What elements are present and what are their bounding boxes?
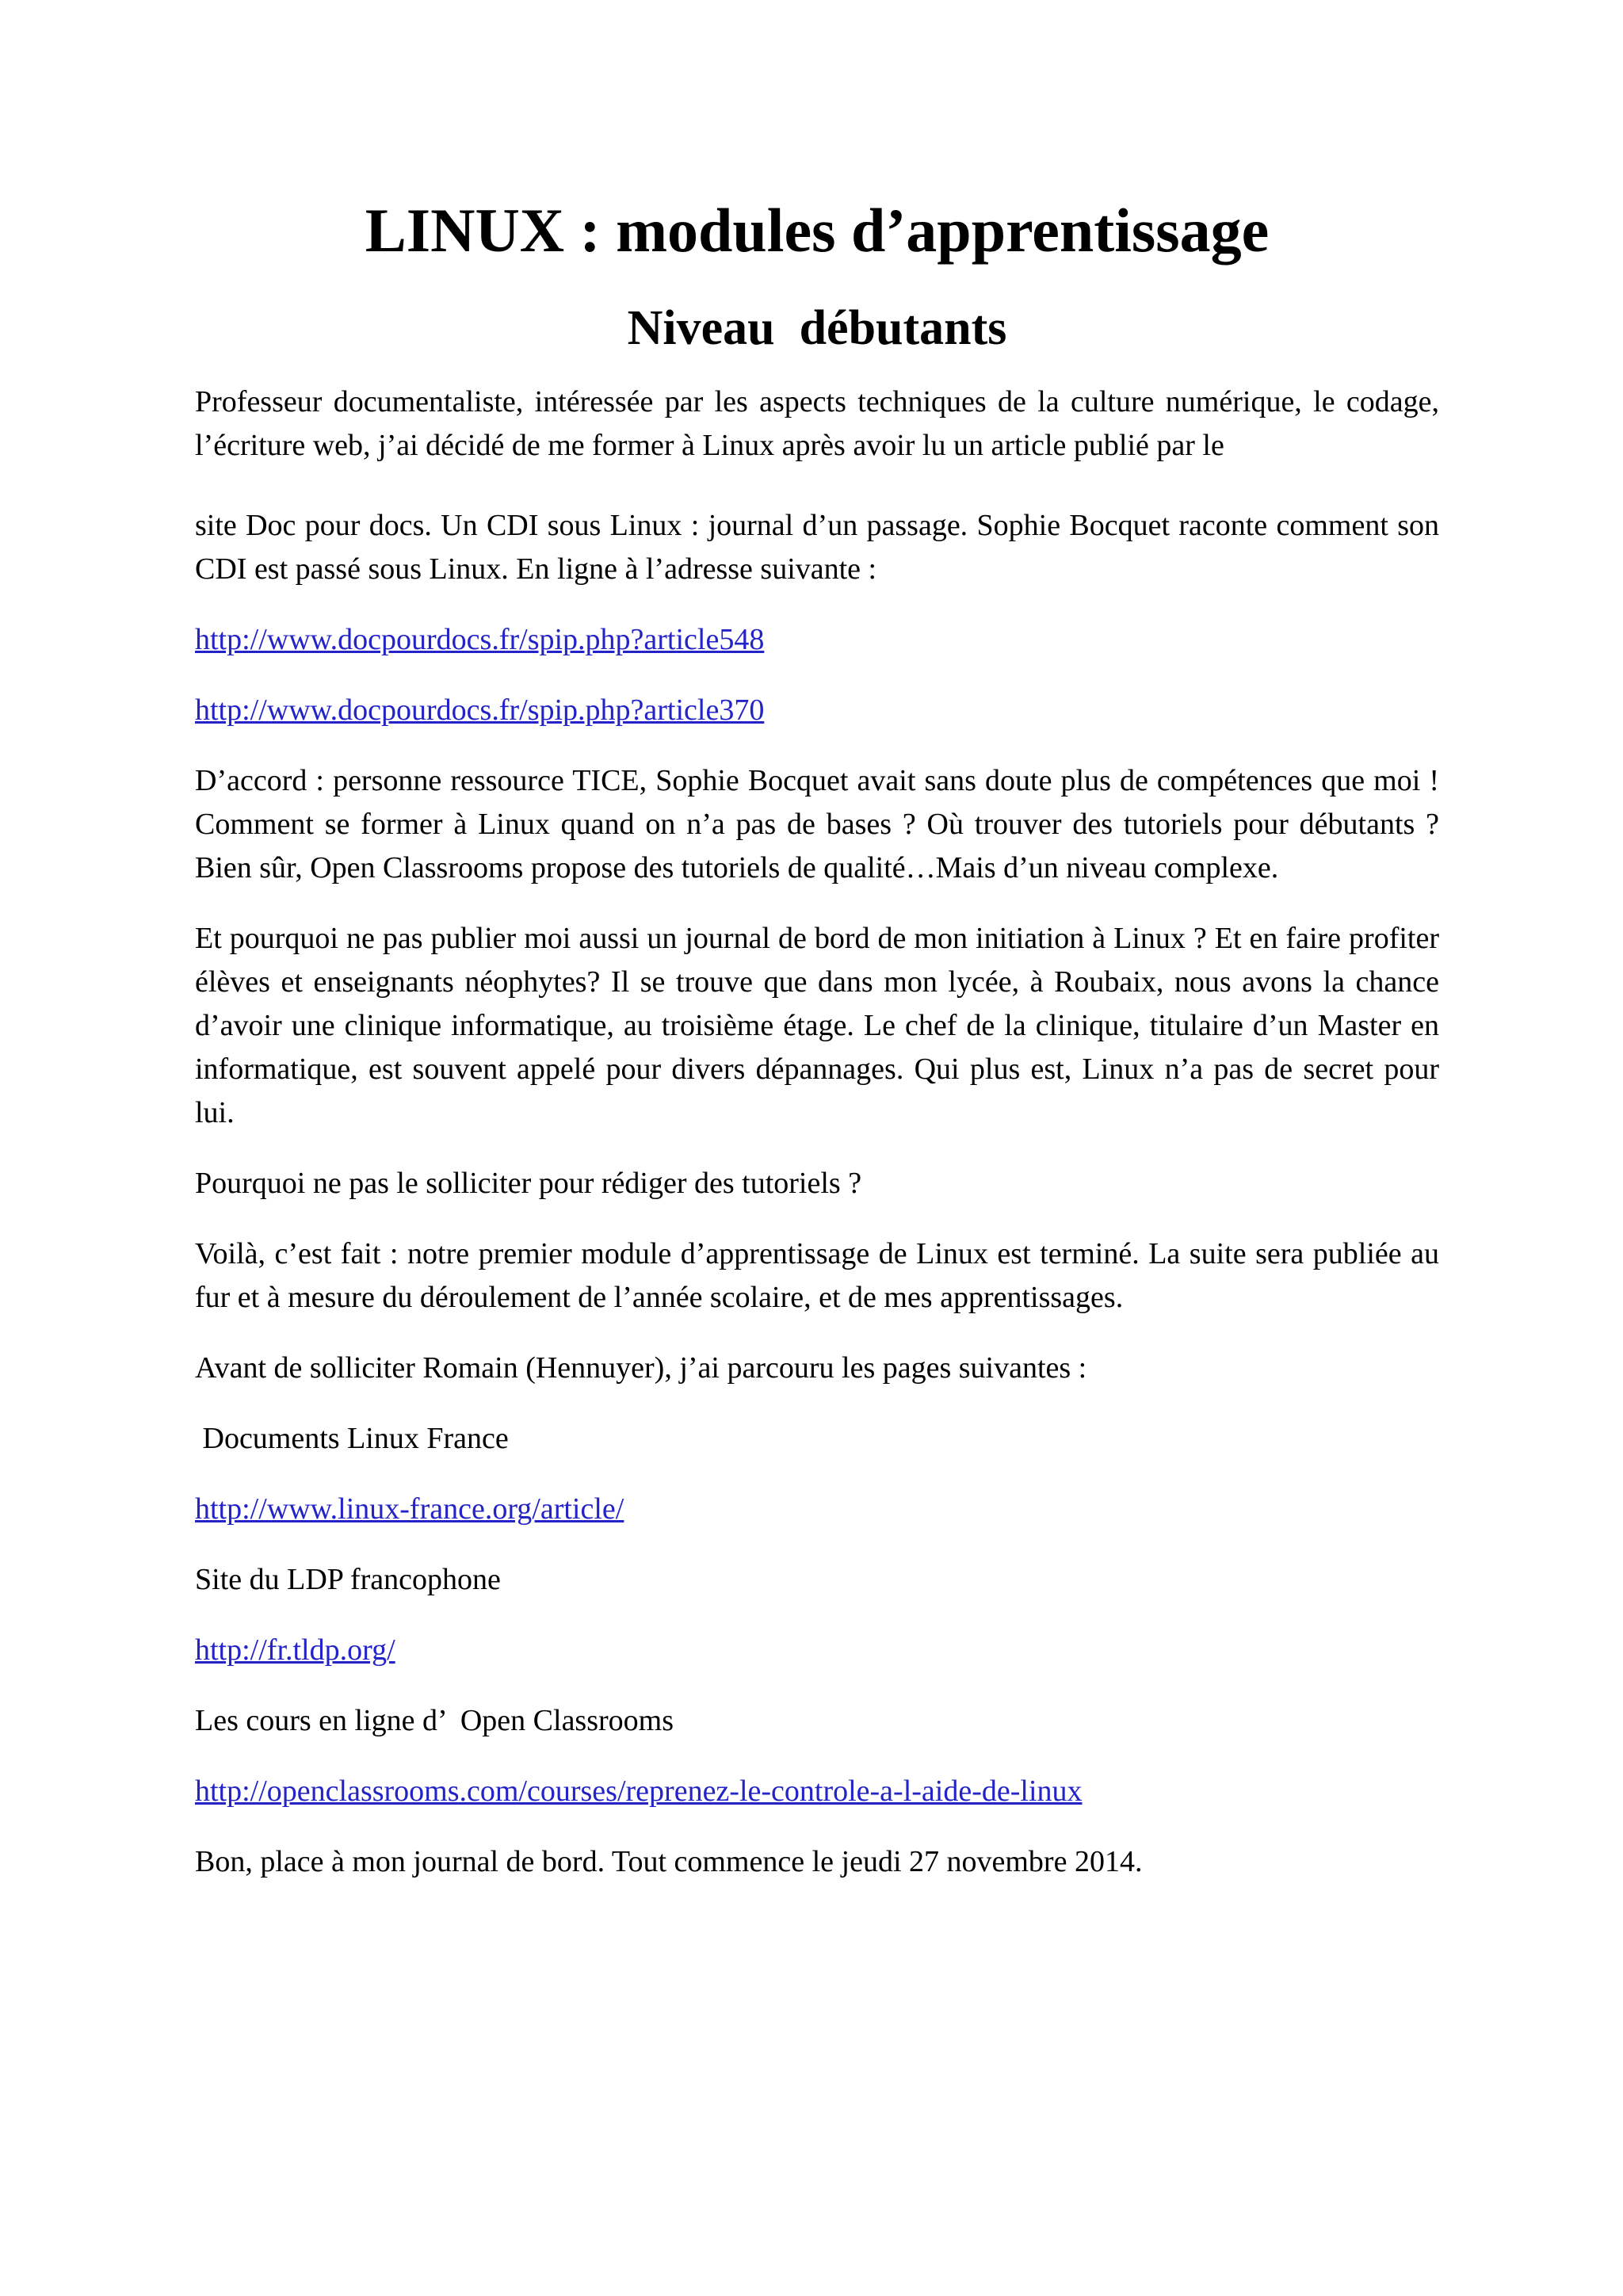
- intro-paragraph-1: Professeur documentaliste, intéressée par les aspects techniques de la culture numérique, le codage, l’écriture web, j’ai décidé de me former à Linux après avoir lu un article publié par le: [195, 385, 1439, 462]
- intro-paragraph-2: site Doc pour docs. Un CDI sous Linux : journal d’un passage. Sophie Bocquet raconte comment son CDI est passé sous Linux. En ligne à l’adresse suivante :: [195, 509, 1439, 586]
- document-title: LINUX : modules d’apprentissage: [365, 196, 1270, 265]
- paragraph-accord: D’accord : personne ressource TICE, Sophie Bocquet avait sans doute plus de compétences que moi ! Comment se former à Linux quand on n’a pas de bases ? Où trouver des tutoriels pour débutants ? Bien sûr, Open Classrooms propose des tutoriels de qualité…Mais d’un niveau complexe.: [195, 764, 1439, 884]
- label-linux-france: Documents Linux France: [195, 1422, 509, 1455]
- link-docpourdocs-370[interactable]: http://www.docpourdocs.fr/spip.php?article370: [195, 693, 765, 727]
- link-ldp[interactable]: http://fr.tldp.org/: [195, 1633, 395, 1667]
- paragraph-pourquoi: Et pourquoi ne pas publier moi aussi un journal de bord de mon initiation à Linux ? Et en faire profiter élèves et enseignants néophytes? Il se trouve que dans mon lycée, à Roubaix, nous avons la chance d’avoir une clinique informatique, au troisième étage. Le chef de la clinique, titulaire d’un Master en informatique, est souvent appelé pour divers dépannages. Qui plus est, Linux n’a pas de secret pour lui.: [195, 922, 1439, 1129]
- document-page: [195, 195, 1439, 1884]
- link-openclassrooms[interactable]: http://openclassrooms.com/courses/reprenez-le-controle-a-l-aide-de-linux: [195, 1775, 1083, 1808]
- link-docpourdocs-548[interactable]: http://www.docpourdocs.fr/spip.php?article548: [195, 623, 765, 656]
- paragraph-solliciter: Pourquoi ne pas le solliciter pour rédiger des tutoriels ?: [195, 1167, 862, 1200]
- label-ldp: Site du LDP francophone: [195, 1563, 501, 1596]
- document-subtitle: Niveau débutants: [627, 301, 1007, 355]
- paragraph-avant: Avant de solliciter Romain (Hennuyer), j’ai parcouru les pages suivantes :: [195, 1351, 1087, 1385]
- link-linux-france[interactable]: http://www.linux-france.org/article/: [195, 1492, 624, 1526]
- closing-paragraph: Bon, place à mon journal de bord. Tout commence le jeudi 27 novembre 2014.: [195, 1845, 1143, 1878]
- paragraph-voila: Voilà, c’est fait : notre premier module d’apprentissage de Linux est terminé. La suite sera publiée au fur et à mesure du déroulement de l’année scolaire, et de mes apprentissages.: [195, 1237, 1439, 1314]
- label-openclassrooms: Les cours en ligne d’ Open Classrooms: [195, 1704, 674, 1737]
